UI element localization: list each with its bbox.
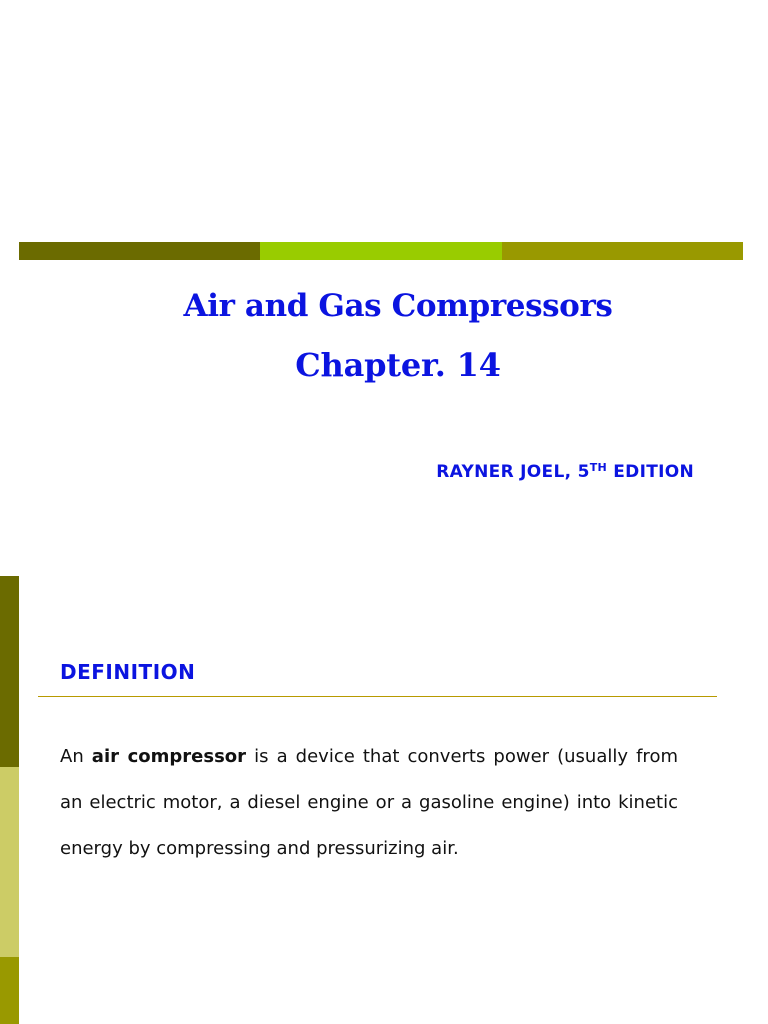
bar-segment-lime bbox=[260, 242, 501, 260]
body-text-rest: is a device that converts power (usually from an electric motor, a diesel engine or a gasoline engine) into kinetic energy by compressing and pressurizing air. bbox=[60, 746, 678, 859]
definition-slide bbox=[0, 576, 768, 1024]
edition-suffix: EDITION bbox=[607, 462, 694, 482]
edition-prefix: RAYNER JOEL, 5 bbox=[436, 462, 590, 482]
edition-text bbox=[436, 462, 694, 482]
body-bold-term: air compressor bbox=[91, 746, 247, 767]
slide-title: Air and Gas Compressors bbox=[183, 288, 613, 324]
top-decorative-bar bbox=[19, 242, 743, 260]
heading-divider bbox=[38, 696, 717, 697]
side-bar-segment-dark-olive bbox=[0, 576, 19, 767]
section-heading: DEFINITION bbox=[60, 660, 196, 684]
bar-segment-olive bbox=[502, 242, 743, 260]
body-text-start: An bbox=[60, 746, 92, 767]
chapter-title: Chapter. 14 bbox=[295, 346, 501, 384]
side-decorative-bar bbox=[0, 576, 19, 1024]
bar-segment-dark-olive bbox=[19, 242, 260, 260]
side-bar-segment-khaki bbox=[0, 767, 19, 958]
edition-superscript: TH bbox=[589, 461, 608, 474]
side-bar-segment-olive bbox=[0, 957, 19, 1024]
definition-paragraph bbox=[60, 734, 678, 872]
